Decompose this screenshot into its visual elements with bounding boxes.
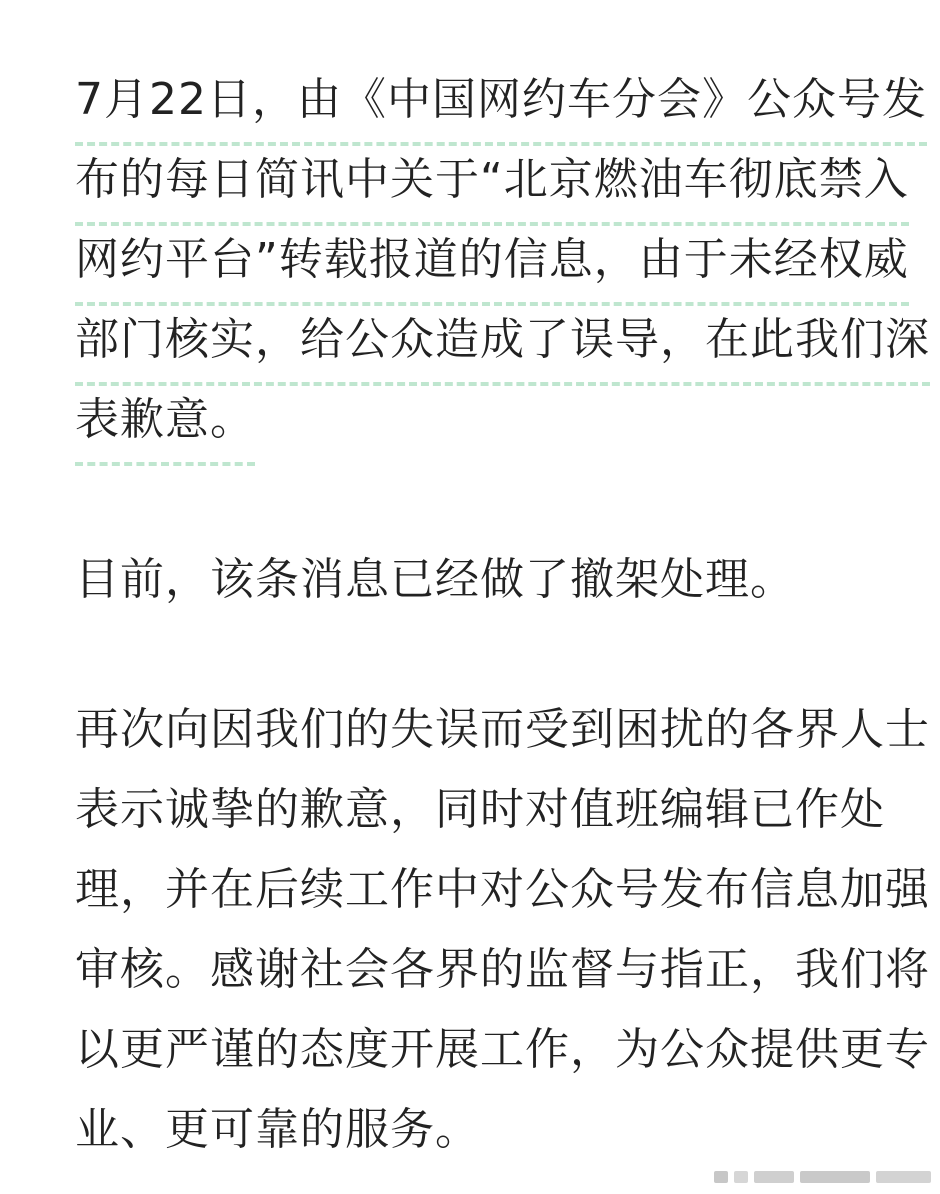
text-line: 理，并在后续工作中对公众号发布信息加强 xyxy=(75,864,930,915)
text-line xyxy=(75,60,930,140)
paragraph-followup xyxy=(75,690,930,1170)
paragraph-apology xyxy=(75,60,930,460)
text-line: 表示诚挚的歉意，同时对值班编辑已作处 xyxy=(75,784,885,835)
text-line xyxy=(75,380,930,460)
text-line xyxy=(75,220,930,300)
text-line: 目前，该条消息已经做了撤架处理。 xyxy=(75,554,795,605)
text-line-content: 7月22日，由《中国网约车分会》公众号发 xyxy=(75,60,927,146)
text-line xyxy=(75,140,930,220)
watermark-graphic xyxy=(714,1166,934,1188)
text-line-content: 部门核实，给公众造成了误导，在此我们深 xyxy=(75,300,930,386)
text-line-content: 网约平台”转载报道的信息，由于未经权威 xyxy=(75,220,909,306)
text-line: 业、更可靠的服务。 xyxy=(75,1104,480,1155)
text-line-content: 布的每日简讯中关于“北京燃油车彻底禁入 xyxy=(75,140,909,226)
text-line: 再次向因我们的失误而受到困扰的各界人士 xyxy=(75,704,930,755)
text-line xyxy=(75,300,930,380)
text-line: 审核。感谢社会各界的监督与指正，我们将 xyxy=(75,944,930,995)
text-line: 以更严谨的态度开展工作，为公众提供更专 xyxy=(75,1024,930,1075)
paragraph-status xyxy=(75,540,795,620)
text-line-content: 表歉意。 xyxy=(75,380,255,466)
